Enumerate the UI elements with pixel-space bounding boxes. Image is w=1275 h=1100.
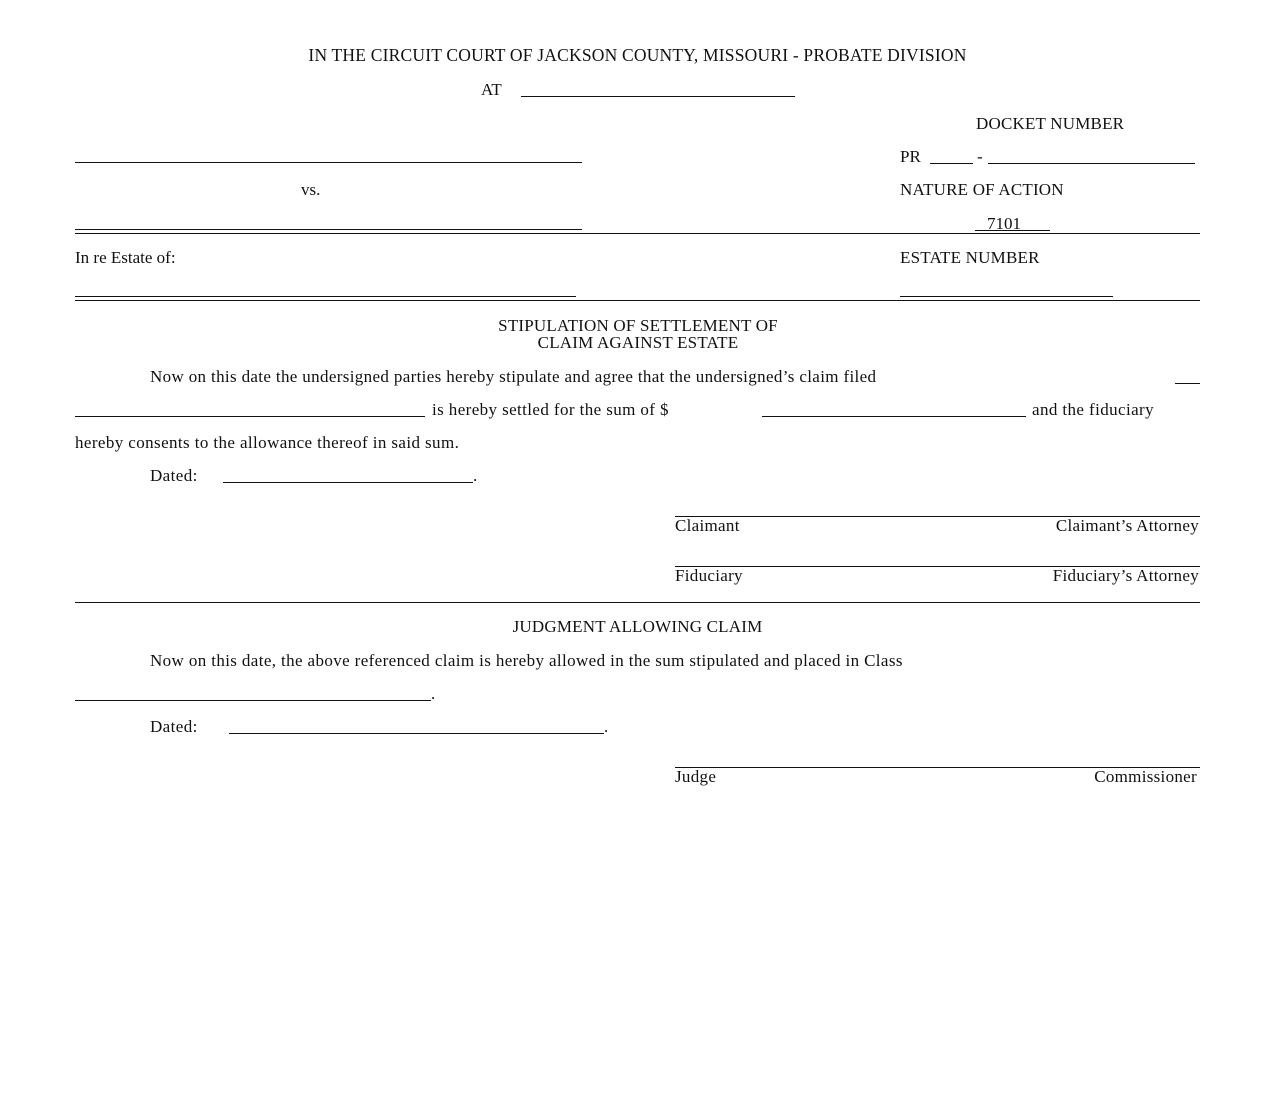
judgment-paragraph-line1: Now on this date, the above referenced claim is hereby allowed in the sum stipulated and placed in Class [150,651,903,670]
vs-label: vs. [301,180,321,199]
commissioner-label: Commissioner [1094,767,1197,786]
fiduciary-label: Fiduciary [675,566,743,585]
judgment-dated-period: . [604,717,609,736]
defendant-name-blank[interactable] [75,229,582,230]
judgment-title: JUDGMENT ALLOWING CLAIM [512,617,763,636]
docket-number-blank[interactable] [988,163,1195,164]
pr-year-blank[interactable] [930,163,973,164]
judgment-dated-label: Dated: [150,717,198,736]
judgment-date-blank[interactable] [229,733,604,734]
stipulation-title-line2: CLAIM AGAINST ESTATE [537,333,739,352]
court-title: IN THE CIRCUIT COURT OF JACKSON COUNTY, MISSOURI - PROBATE DIVISION [308,45,967,65]
stipulation-dated-period: . [473,466,478,485]
fiduciary-attorney-label: Fiduciary’s Attorney [1052,566,1199,585]
nature-value-underline [975,230,1050,231]
claimant-attorney-label: Claimant’s Attorney [1055,516,1199,535]
claim-class-blank[interactable] [75,700,431,701]
section-divider [75,602,1200,603]
header-divider [75,300,1200,301]
nature-of-action-value: 7101 [987,214,1021,233]
claim-filed-blank-b[interactable] [75,416,425,417]
stipulation-paragraph-line2-mid: is hereby settled for the sum of $ [432,400,669,419]
settlement-amount-blank[interactable] [762,416,1026,417]
estate-number-label: ESTATE NUMBER [900,248,1040,267]
estate-of-label: In re Estate of: [75,248,176,267]
nature-of-action-label: NATURE OF ACTION [900,180,1064,199]
claimant-label: Claimant [675,516,740,535]
pr-dash: - [977,147,983,166]
claim-filed-blank-a[interactable] [1175,383,1200,384]
estate-name-blank[interactable] [75,296,576,297]
stipulation-paragraph-line1: Now on this date the undersigned parties hereby stipulate and agree that the undersigned’s claim filed [150,367,877,386]
caption-divider [75,233,1200,234]
judge-label: Judge [675,767,717,786]
stipulation-dated-label: Dated: [150,466,198,485]
at-location-blank[interactable] [521,96,795,97]
stipulation-date-blank[interactable] [223,482,473,483]
plaintiff-name-blank[interactable] [75,162,582,163]
pr-prefix: PR [900,147,921,166]
stipulation-title-line1: STIPULATION OF SETTLEMENT OF [498,316,778,335]
at-label: AT [481,80,502,99]
estate-number-blank[interactable] [900,296,1113,297]
stipulation-paragraph-line3: hereby consents to the allowance thereof in said sum. [75,433,460,452]
claim-class-period: . [431,684,436,703]
docket-number-label: DOCKET NUMBER [976,114,1125,133]
stipulation-paragraph-line2-end: and the fiduciary [1032,400,1154,419]
